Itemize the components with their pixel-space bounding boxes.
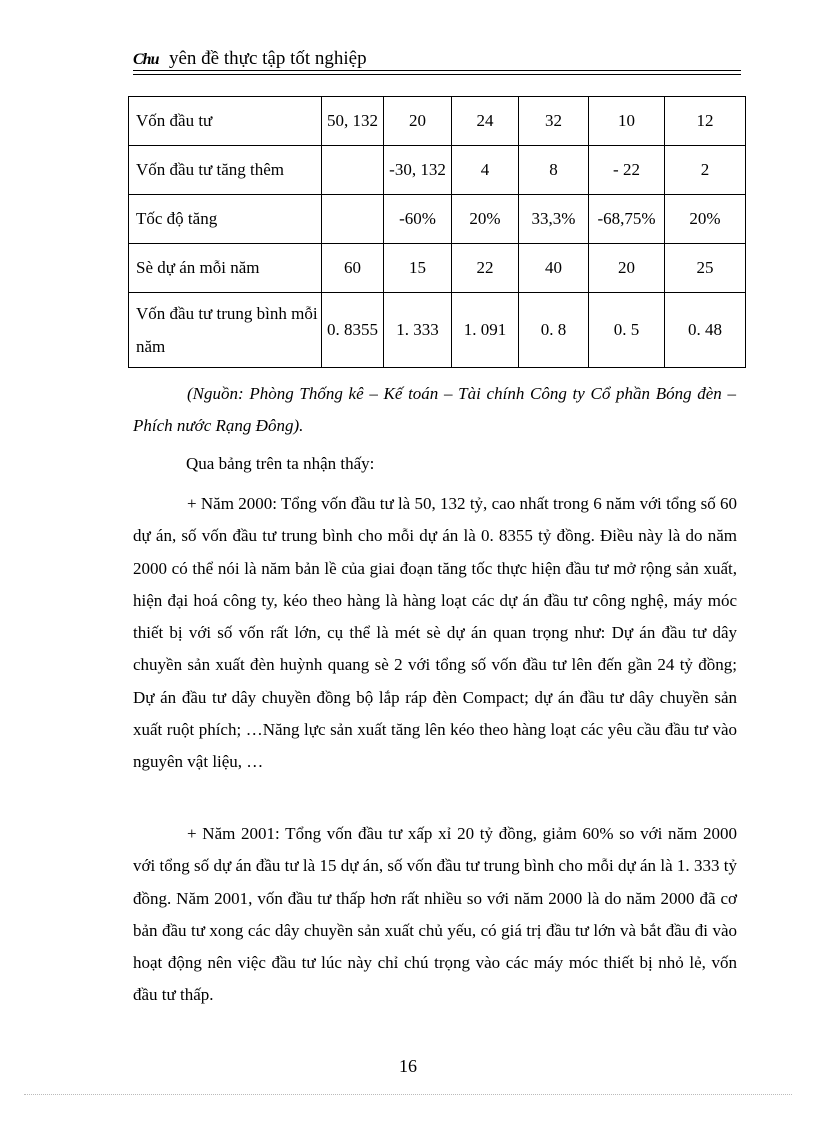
table-cell: 50, 132 xyxy=(322,97,384,146)
footer-divider xyxy=(24,1094,792,1095)
table-cell: 20% xyxy=(452,195,519,244)
table-cell: - 22 xyxy=(589,146,665,195)
table-cell: 33,3% xyxy=(519,195,589,244)
table-cell: 15 xyxy=(384,244,452,293)
table-cell: -60% xyxy=(384,195,452,244)
table-cell: 25 xyxy=(665,244,746,293)
table-cell: -30, 132 xyxy=(384,146,452,195)
header-logo: Chu xyxy=(133,51,159,68)
table-cell: 32 xyxy=(519,97,589,146)
table-cell: 12 xyxy=(665,97,746,146)
row-label: Vốn đầu tư xyxy=(129,97,322,146)
table-row xyxy=(129,244,746,293)
paragraph-2001: + Năm 2001: Tổng vốn đầu tư xấp xỉ 20 tỷ đồng, giảm 60% so với năm 2000 với tổng số dự án đầu tư là 15 dự án, số vốn đầu tư trung bình cho mỗi dự án là 1. 333 tỷ đồng. Năm 2001, vốn đầu tư thấp hơn rất nhiều so với năm 2000 là do năm 2000 đã cơ bản đầu tư xong các dây chuyền sản xuất chủ yếu, có giá trị đầu tư lớn và bắt đầu đi vào hoạt động nên việc đầu tư lúc này chỉ chú trọng vào các máy móc thiết bị nhỏ lẻ, vốn đầu tư thấp. xyxy=(133,824,737,1005)
source-note: (Nguồn: Phòng Thống kê – Kế toán – Tài chính Công ty Cổ phần Bóng đèn – Phích nước Rạng Đông). xyxy=(133,384,736,435)
table-cell: 20 xyxy=(589,244,665,293)
table-cell xyxy=(322,146,384,195)
table-cell: 20% xyxy=(665,195,746,244)
table-cell: 8 xyxy=(519,146,589,195)
header-title: yên đề thực tập tốt nghiệp xyxy=(169,48,367,69)
row-label: Sè dự án mỗi năm xyxy=(129,244,322,293)
table-cell: 20 xyxy=(384,97,452,146)
row-label: Vốn đầu tư tăng thêm xyxy=(129,146,322,195)
table-row xyxy=(129,293,746,368)
table-cell xyxy=(322,195,384,244)
table-cell: -68,75% xyxy=(589,195,665,244)
table-cell: 0. 8 xyxy=(519,293,589,368)
table-cell: 10 xyxy=(589,97,665,146)
table-row xyxy=(129,195,746,244)
header-rule-thin xyxy=(133,74,741,75)
table-row xyxy=(129,146,746,195)
table-cell: 22 xyxy=(452,244,519,293)
table-cell: 4 xyxy=(452,146,519,195)
table-cell: 60 xyxy=(322,244,384,293)
table-cell: 1. 091 xyxy=(452,293,519,368)
paragraph-2000: + Năm 2000: Tổng vốn đầu tư là 50, 132 tỷ, cao nhất trong 6 năm với tổng số 60 dự án, số vốn đầu tư trung bình cho mỗi dự án là 0. 8355 tỷ đồng. Điều này là do năm 2000 có thể nói là năm bản lề của giai đoạn tăng tốc thực hiện đầu tư mở rộng sản xuất, hiện đại hoá công ty, kéo theo hàng là hàng loạt các dự án đầu tư công nghệ, máy móc thiết bị với số vốn rất lớn, cụ thể là mét sè dự án quan trọng như: Dự án đầu tư dây chuyền sản xuất đèn huỳnh quang sè 2 với tổng số vốn đầu tư lên đến gần 24 tỷ đồng; Dự án đầu tư dây chuyền đồng bộ lắp ráp đèn Compact; dự án đầu tư dây chuyền sản xuất ruột phích; …Năng lực sản xuất tăng lên kéo theo hàng loạt các yêu cầu đầu tư vào nguyên vật liệu, … xyxy=(133,494,737,772)
header-rule xyxy=(133,70,741,71)
table-cell: 2 xyxy=(665,146,746,195)
page-number: 16 xyxy=(399,1056,417,1076)
table-cell: 0. 48 xyxy=(665,293,746,368)
table-cell: 0. 5 xyxy=(589,293,665,368)
row-label: Tốc độ tăng xyxy=(129,195,322,244)
table-cell: 40 xyxy=(519,244,589,293)
table-row xyxy=(129,97,746,146)
table-cell: 0. 8355 xyxy=(322,293,384,368)
table-cell: 1. 333 xyxy=(384,293,452,368)
row-label: Vốn đầu tư trung bình mỗi năm xyxy=(129,293,322,368)
intro-text: Qua bảng trên ta nhận thấy: xyxy=(186,454,375,473)
table-cell: 24 xyxy=(452,97,519,146)
investment-table xyxy=(128,96,746,368)
page-header xyxy=(133,48,741,76)
